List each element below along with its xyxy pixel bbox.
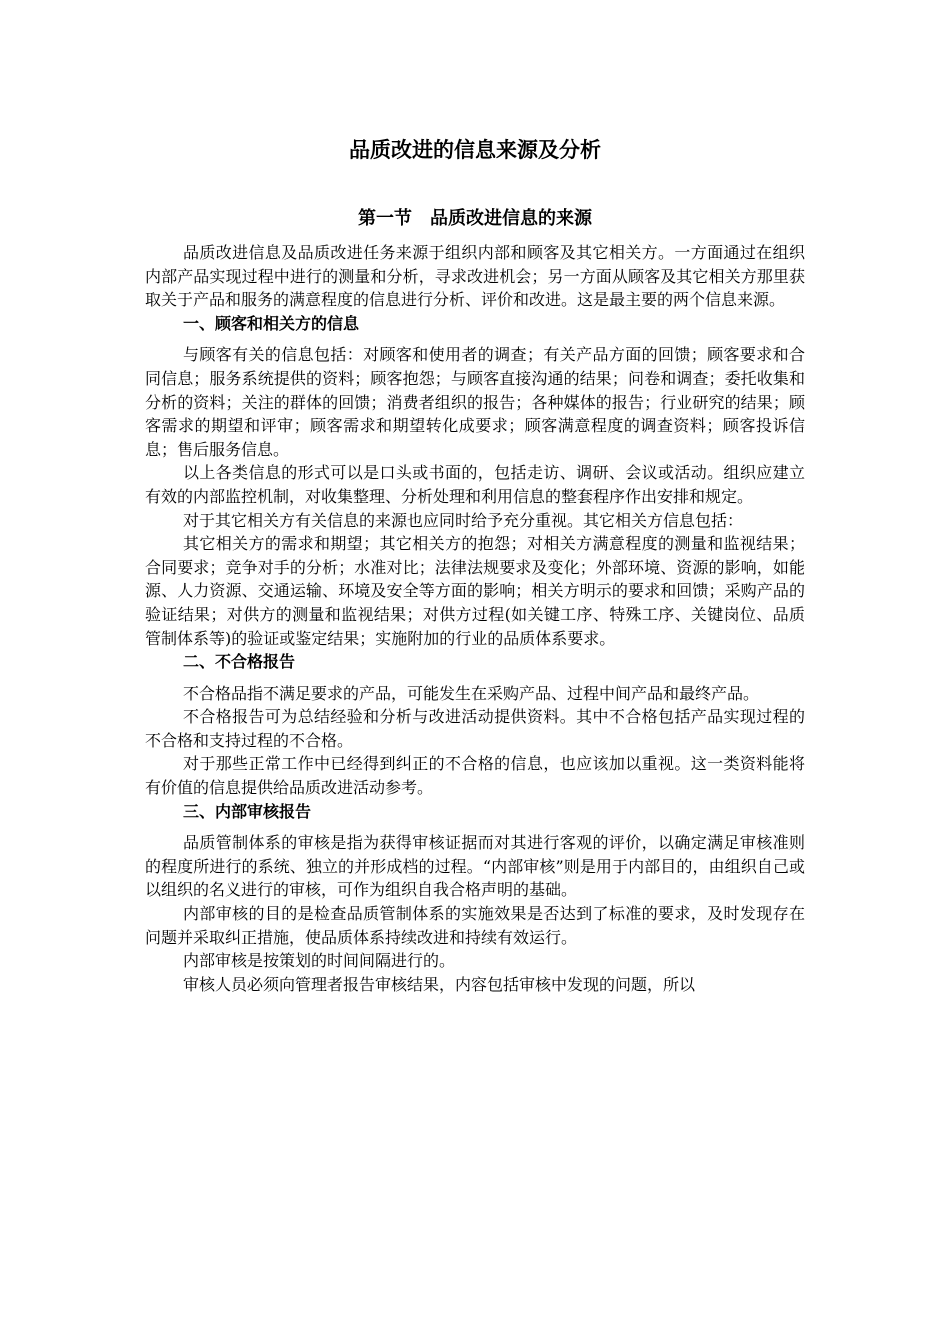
paragraph-audit-reporting: 审核人员必须向管理者报告审核结果，内容包括审核中发现的问题，所以 [183,974,696,994]
section-number: 第一节 [358,208,412,229]
document-title: 品质改进的信息来源及分析 [349,138,601,162]
section-intro-paragraph: 品质改进信息及品质改进任务来源于组织内部和顾客及其它相关方。一方面通过在组织内部产品实现过程中进行的测量和分析，寻求改进机会；另一方面从顾客及其它相关方那里获取关于产品和服务的满意程度的信息进行分析、评价和改进。这是最主要的两个信息来源。 [145,243,805,310]
paragraph-audit-definition: 品质管制体系的审核是指为获得审核证据而对其进行客观的评价，以确定满足审核准则的程度所进行的系统、独立的并形成档的过程。“内部审核”则是用于内部目的，由组织自己或以组织的名义进行的审核，可作为组织自我合格声明的基础。 [145,833,805,900]
heading-customer-info: 一、顾客和相关方的信息 [183,313,360,333]
heading-nonconformity-report: 二、不合格报告 [183,652,296,672]
paragraph-info-forms: 以上各类信息的形式可以是口头或书面的，包括走访、调研、会议或活动。组织应建立有效的内部监控机制，对收集整理、分析处理和利用信息的整套程序作出安排和规定。 [145,463,805,506]
section-name: 品质改进信息的来源 [430,208,592,229]
paragraph-nonconformity-report-use: 不合格报告可为总结经验和分析与改进活动提供资料。其中不合格包括产品实现过程的不合格和支持过程的不合格。 [145,707,805,750]
paragraph-customer-info-list: 与顾客有关的信息包括：对顾客和使用者的调查；有关产品方面的回馈；顾客要求和合同信息；服务系统提供的资料；顾客抱怨；与顾客直接沟通的结果；问卷和调查；委托收集和分析的资料；关注的群体的回馈；消费者组织的报告；各种媒体的报告；行业研究的结果；顾客需求的期望和评审；顾客需求和期望转化成要求；顾客满意程度的调查资料；顾客投诉信息；售后服务信息。 [145,345,805,459]
heading-internal-audit-report: 三、内部审核报告 [183,801,312,821]
paragraph-other-parties: 对于其它相关方有关信息的来源也应同时给予充分重视。其它相关方信息包括： [183,510,744,530]
paragraph-audit-interval: 内部审核是按策划的时间间隔进行的。 [183,951,456,971]
section-title [145,205,805,233]
paragraph-audit-purpose: 内部审核的目的是检查品质管制体系的实施效果是否达到了标准的要求，及时发现存在问题并采取纠正措施，使品质体系持续改进和持续有效运行。 [145,904,805,947]
paragraph-other-parties-list: 其它相关方的需求和期望；其它相关方的抱怨；对相关方满意程度的测量和监视结果；合同要求；竞争对手的分析；水准对比；法律法规要求及变化；外部环境、资源的影响，如能源、人力资源、交通运输、环境及安全等方面的影响；相关方明示的要求和回馈；采购产品的验证结果；对供方的测量和监视结果；对供方过程(如关键工序、特殊工序、关键岗位、品质管制体系等)的验证或鉴定结果；实施附加的行业的品质体系要求。 [145,534,805,648]
paragraph-corrected-nonconformity: 对于那些正常工作中已经得到纠正的不合格的信息，也应该加以重视。这一类资料能将有价值的信息提供给品质改进活动参考。 [145,754,805,798]
document-page [145,132,805,996]
paragraph-nonconforming-definition: 不合格品指不满足要求的产品，可能发生在采购产品、过程中间产品和最终产品。 [183,683,760,703]
